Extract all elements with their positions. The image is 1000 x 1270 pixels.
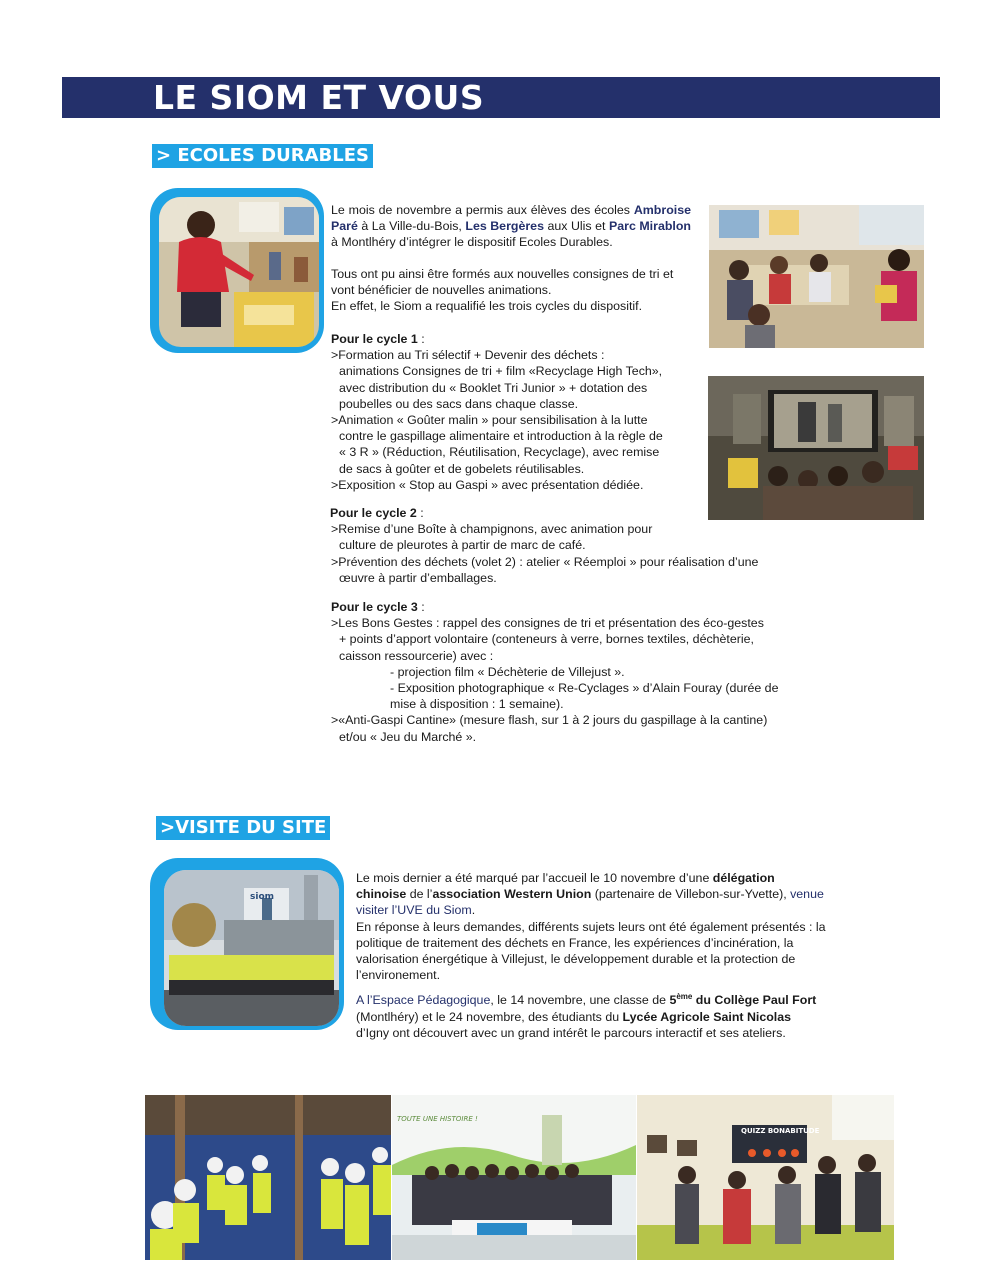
cycle-2-block: Pour le cycle 2 : >Remise d’une Boîte à champignons, avec animation pour culture de pleurotes à partir de marc de café. >Prévention des déchets (volet 2) : atelier « Réemploi » pour réalisation d’une œuvre à partir d’emballages. <box>330 506 759 585</box>
page-title: LE SIOM ET VOUS <box>153 78 485 117</box>
quiz-board-title: QUIZZ BONABITUDE <box>741 1127 820 1135</box>
visite-text: Le mois dernier a été marqué par l’accueil le 10 novembre d’une délégation chinoise de l’association Western Union (partenaire de Villebon-sur-Yvette), venue visiter l’UVE du Siom. En réponse à leurs demandes, différents sujets leurs ont été également présentés : la politique de traitement des déchets en France, les expériences d’incinération, la valorisation énergétique à Villejust, le développement durable et la protection de l’environement. A l’Espace Pédagogique, le 14 novembre, une classe de 5ème du Collège Paul Fort (Montlhéry) et le 24 novembre, des étudiants du Lycée Agricole Saint Nicolas d’Igny ont découvert avec un grand intérêt le parcours interactif et ses ateliers. <box>356 871 826 1040</box>
photo-helmets-group <box>145 1095 391 1260</box>
wall-slogan: TOUTE UNE HISTOIRE ! <box>397 1115 478 1123</box>
ecoles-intro: Le mois de novembre a permis aux élèves des écoles Ambroise Paré à La Ville-du-Bois, Les Bergères aux Ulis et Parc Mirablon à Montlhéry d’intégrer le dispositif Ecoles Durables. <box>331 203 691 250</box>
cycle-1-block: Pour le cycle 1 : >Formation au Tri sélectif + Devenir des déchets : animations Consignes de tri + film «Recyclage High Tech», avec distribution du « Booklet Tri Junior » + dotation des poubelles ou des sacs dans chaque classe. >Animation « Goûter malin » pour sensibilisation à la lutte contre le gaspillage alimentaire et introduction à la règle de « 3 R » (Réduction, Réutilisation, Recyclage), avec remise de sacs à goûter et de gobelets réutilisables. >Exposition « Stop au Gaspi » avec présentation dédiée. <box>331 332 663 492</box>
siom-sign: siom <box>250 892 275 902</box>
photo-pedagogic-space <box>392 1095 636 1260</box>
ecoles-paragraphs: Tous ont pu ainsi être formés aux nouvelles consignes de tri et vont bénéficier de nouvelles animations. En effet, le Siom a requalifié les trois cycles du dispositif. <box>331 267 674 314</box>
photo-delegation-visit <box>150 858 344 1030</box>
photo-girl-sorting <box>150 188 324 353</box>
section-label-ecoles: > ECOLES DURABLES <box>152 144 373 168</box>
cycle-3-block: Pour le cycle 3 : >Les Bons Gestes : rappel des consignes de tri et présentation des éco-gestes + points d’apport volontaire (conteneurs à verre, bornes textiles, déchèterie, caisson ressourcerie) avec : - projection film « Déchèterie de Villejust ». - Exposition photographique « Re-Cyclages » d’Alain Fouray (durée de mise à disposition : 1 semaine). >«Anti-Gaspi Cantine» (mesure flash, sur 1 à 2 jours du gaspillage à la cantine) et/ou « Jeu du Marché ». <box>331 600 779 744</box>
photo-quiz-room <box>637 1095 894 1260</box>
section-label-visite: >VISITE DU SITE <box>156 816 330 840</box>
